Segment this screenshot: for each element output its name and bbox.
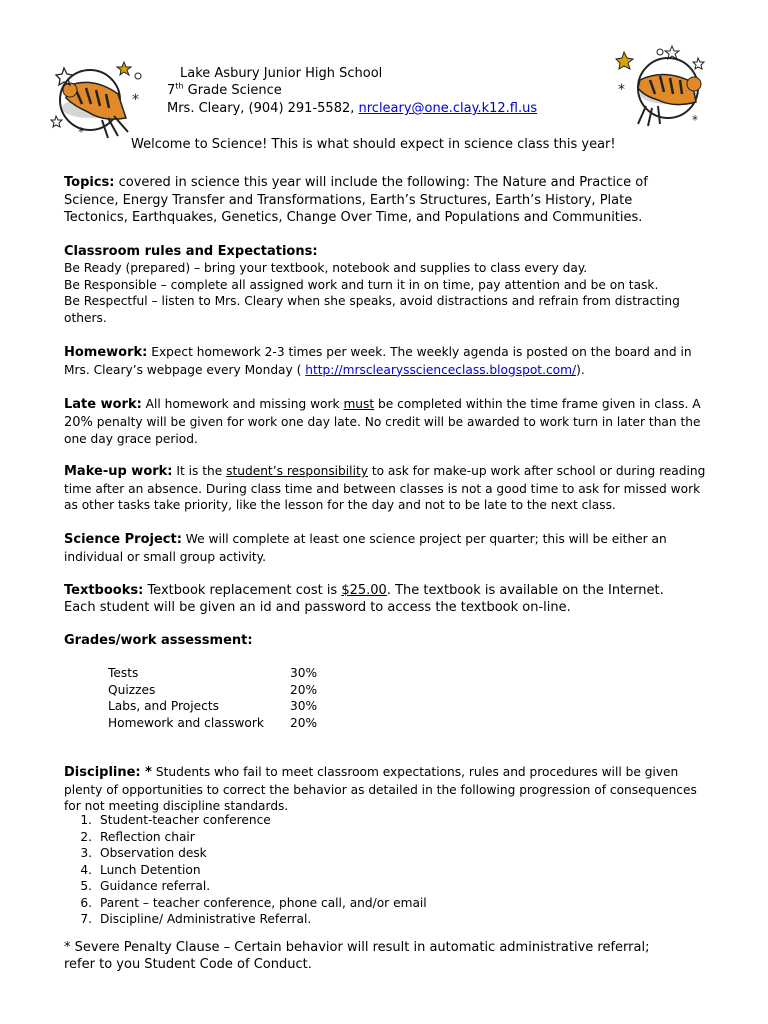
topics-text: Tectonics, Earthquakes, Genetics, Change Over Time, and Populations and Communities. [64, 210, 643, 225]
consequence-item [64, 895, 427, 912]
svg-text:*: * [132, 92, 139, 108]
discipline-text: for not meeting discipline standards. [64, 799, 289, 813]
makeup-text: as other tasks take priority, like the lesson for the day and not to be late to the next class. [64, 498, 616, 512]
discipline-heading: Discipline: * [64, 765, 152, 780]
email-link[interactable]: nrcleary@one.clay.k12.fl.us [358, 101, 538, 116]
grade-line [167, 83, 282, 99]
grade-row [108, 665, 317, 682]
textbooks-heading: Textbooks: [64, 583, 144, 598]
consequence-text: Lunch Detention [100, 862, 201, 877]
teacher-line [167, 101, 537, 117]
late-work-text: be completed within the time frame given in class. A [374, 397, 701, 411]
makeup-text: It is the [172, 464, 227, 478]
grade-weight: 30% [290, 666, 318, 680]
late-work-heading: Late work: [64, 397, 142, 412]
consequence-number: 1. [80, 813, 92, 827]
consequence-text: Observation desk [100, 846, 207, 860]
topics-heading: Topics: [64, 175, 115, 190]
grade-category: Labs, and Projects [108, 699, 219, 713]
consequence-item [64, 812, 427, 829]
penalty-text: * Severe Penalty Clause – Certain behavior will result in automatic administrative referral; [64, 940, 650, 955]
consequence-item [64, 878, 427, 895]
late-work-penalty: 20% [64, 414, 93, 430]
tiger-clipart-left-icon [48, 56, 148, 141]
topics-section [64, 174, 648, 227]
consequence-item [64, 862, 427, 879]
discipline-section [64, 764, 697, 815]
project-text: We will complete at least one science project per quarter; this will be either an [181, 532, 667, 546]
blog-link[interactable]: http://mrsclearysscienceclass.blogspot.com/ [305, 362, 577, 377]
makeup-heading: Make-up work: [64, 464, 173, 479]
consequence-item [64, 911, 427, 928]
project-heading: Science Project: [64, 532, 182, 547]
rules-text: Be Ready (prepared) – bring your textbook, notebook and supplies to class every day. [64, 261, 588, 275]
rules-text: Be Responsible – complete all assigned work and turn it in on time, pay attention and be on task. [64, 277, 659, 292]
consequence-text: Reflection chair [100, 829, 195, 844]
consequence-number: 3. [80, 846, 92, 860]
grade-row [108, 682, 317, 699]
topics-text: covered in science this year will include the following: The Nature and Practice of [114, 175, 648, 190]
makeup-emphasis: student’s responsibility [226, 464, 368, 478]
consequence-number: 6. [80, 895, 92, 910]
grades-table [108, 665, 317, 731]
textbook-cost: $25.00 [341, 583, 387, 598]
consequence-text: Guidance referral. [100, 879, 211, 893]
grade-row [108, 715, 317, 732]
grade-text: Grade Science [183, 83, 282, 98]
rules-text: Be Respectful – listen to Mrs. Cleary when she speaks, avoid distractions and refrain from distracting [64, 294, 680, 308]
rules-section [64, 244, 680, 326]
topics-text: Science, Energy Transfer and Transformations, Earth’s Structures, Earth’s History, Plate [64, 192, 633, 208]
svg-text:*: * [78, 125, 84, 139]
penalty-text: refer to you Student Code of Conduct. [64, 957, 312, 972]
tiger-clipart-right-icon [612, 44, 712, 129]
consequence-text: Discipline/ Administrative Referral. [100, 912, 312, 926]
textbooks-section [64, 582, 664, 616]
project-section [64, 531, 667, 565]
discipline-text: Students who fail to meet classroom expectations, rules and procedures will be given [151, 765, 679, 779]
teacher-contact: Mrs. Cleary, (904) 291-5582, [167, 101, 359, 116]
grade-weight: 20% [290, 682, 318, 697]
rules-text: others. [64, 310, 107, 325]
grade-weight: 20% [290, 715, 318, 730]
late-work-section [64, 396, 701, 448]
textbooks-text: . The textbook is available on the Internet. [386, 583, 664, 598]
homework-heading: Homework: [64, 345, 148, 360]
grade-row [108, 698, 317, 715]
textbooks-text: Textbook replacement cost is [143, 583, 342, 598]
grades-heading: Grades/work assessment: [64, 633, 253, 648]
welcome-line: Welcome to Science! This is what should expect in science class this year! [131, 137, 616, 152]
makeup-text: to ask for make-up work after school or during reading [367, 464, 706, 478]
consequence-item [64, 845, 427, 862]
grade-superscript: th [175, 81, 184, 91]
consequence-number: 5. [80, 879, 92, 893]
rules-heading: Classroom rules and Expectations: [64, 244, 318, 259]
late-work-text: one day grace period. [64, 432, 198, 446]
consequence-item [64, 829, 427, 846]
grade-category: Homework and classwork [108, 715, 264, 730]
consequence-number: 7. [80, 912, 92, 926]
consequence-number: 2. [80, 829, 92, 844]
makeup-text: time after an absence. During class time and between classes is not a good time to ask for missed work [64, 481, 701, 496]
grade-number: 7 [167, 83, 176, 98]
late-work-emphasis: must [343, 397, 375, 411]
grade-category: Quizzes [108, 682, 156, 697]
consequence-list [64, 812, 427, 928]
school-name: Lake Asbury Junior High School [180, 66, 383, 81]
consequence-text: Student-teacher conference [100, 813, 271, 827]
consequence-number: 4. [80, 862, 92, 877]
project-text: individual or small group activity. [64, 549, 267, 564]
homework-section [64, 344, 692, 378]
svg-text:*: * [692, 113, 698, 127]
textbooks-text: Each student will be given an id and password to access the textbook on-line. [64, 600, 571, 615]
svg-text:*: * [618, 82, 625, 98]
late-work-text: All homework and missing work [141, 397, 344, 411]
homework-text: ). [576, 362, 585, 377]
homework-text: Expect homework 2-3 times per week. The weekly agenda is posted on the board and in [147, 345, 692, 359]
grade-category: Tests [108, 666, 139, 680]
grade-weight: 30% [290, 699, 318, 713]
discipline-text: plenty of opportunities to correct the behavior as detailed in the following progression of consequences [64, 782, 697, 797]
late-work-text: penalty will be given for work one day late. No credit will be awarded to work turn in later than the [92, 414, 701, 429]
consequence-text: Parent – teacher conference, phone call, and/or email [100, 895, 427, 910]
homework-text: Mrs. Cleary’s webpage every Monday ( [64, 362, 306, 377]
makeup-section [64, 463, 705, 514]
penalty-clause [64, 939, 649, 973]
